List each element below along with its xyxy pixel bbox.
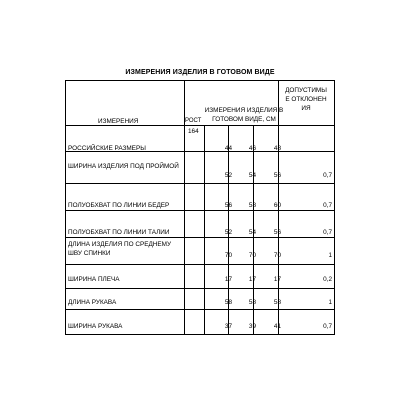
row-label: ШИРИНА РУКАВА bbox=[68, 323, 123, 330]
row-label: РОССИЙСКИЕ РАЗМЕРЫ bbox=[68, 145, 146, 152]
row-value-3: 60 bbox=[273, 202, 281, 209]
row-tolerance: 0,2 bbox=[323, 276, 332, 283]
row-value-3: 56 bbox=[273, 172, 281, 179]
row-value-3: 56 bbox=[273, 229, 281, 236]
row-value-3: 48 bbox=[273, 145, 281, 152]
header-tolerance: ДОПУСТИМЫЕ ОТКЛОНЕНИЯ bbox=[285, 87, 327, 112]
row-label: ДЛИНА РУКАВА bbox=[68, 299, 117, 306]
table-title: ИЗМЕРЕНИЯ ИЗДЕЛИЯ В ГОТОВОМ ВИДЕ bbox=[125, 69, 275, 76]
header-finished-measurements: ИЗМЕРЕНИЯ ИЗДЕЛИЯ В ГОТОВОМ ВИДЕ, СМ bbox=[204, 107, 284, 123]
row-value-1: 56 bbox=[224, 202, 232, 209]
row-value-3: 41 bbox=[273, 323, 281, 330]
row-value-1: 37 bbox=[224, 323, 232, 330]
height-value: 164 bbox=[188, 128, 199, 135]
row-tolerance: 1 bbox=[328, 252, 332, 259]
row-label: ПОЛУОБХВАТ ПО ЛИНИИ БЕДЕР bbox=[68, 202, 170, 209]
row-label: ПОЛУОБХВАТ ПО ЛИНИИ ТАЛИИ bbox=[68, 229, 170, 236]
row-value-3: 70 bbox=[273, 252, 281, 259]
row-label: ШИРИНА ИЗДЕЛИЯ ПОД ПРОЙМОЙ bbox=[68, 163, 179, 170]
row-tolerance: 1 bbox=[328, 299, 332, 306]
row-value-1: 52 bbox=[224, 172, 232, 179]
row-value-2: 54 bbox=[248, 229, 256, 236]
row-value-2: 54 bbox=[248, 172, 256, 179]
row-value-1: 17 bbox=[224, 276, 232, 283]
row-value-2: 46 bbox=[248, 145, 256, 152]
row-label: ШИРИНА ПЛЕЧА bbox=[68, 276, 120, 283]
row-value-2: 70 bbox=[248, 252, 256, 259]
header-measurements: ИЗМЕРЕНИЯ bbox=[98, 118, 139, 125]
row-value-3: 17 bbox=[273, 276, 281, 283]
header-height: РОСТ bbox=[185, 118, 202, 124]
row-value-2: 39 bbox=[248, 323, 256, 330]
row-tolerance: 0,7 bbox=[323, 172, 332, 179]
row-value-1: 52 bbox=[224, 229, 232, 236]
row-value-3: 58 bbox=[273, 299, 281, 306]
row-value-1: 58 bbox=[224, 299, 232, 306]
row-value-2: 58 bbox=[248, 202, 256, 209]
row-value-1: 44 bbox=[224, 145, 232, 152]
row-value-2: 58 bbox=[248, 299, 256, 306]
row-value-2: 17 bbox=[248, 276, 256, 283]
row-tolerance: 0,7 bbox=[323, 323, 332, 330]
row-label: ДЛИНА ИЗДЕЛИЯ ПО СРЕДНЕМУ ШВУ СПИНКИ bbox=[68, 241, 172, 257]
row-tolerance: 0,7 bbox=[323, 202, 332, 209]
row-value-1: 70 bbox=[224, 252, 232, 259]
row-tolerance: 0,7 bbox=[323, 229, 332, 236]
